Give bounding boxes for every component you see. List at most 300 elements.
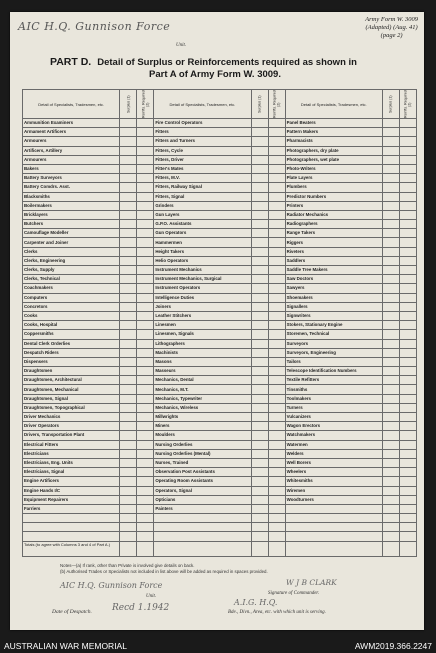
form-number-line: (Adapted) (Aug. 41) <box>365 24 418 31</box>
entry-cell[interactable] <box>137 137 154 146</box>
entry-cell[interactable] <box>120 440 137 449</box>
entry-cell[interactable] <box>399 532 416 541</box>
entry-cell[interactable] <box>382 311 399 320</box>
entry-cell[interactable] <box>251 266 268 275</box>
entry-cell[interactable] <box>399 119 416 128</box>
entry-cell[interactable] <box>137 514 154 523</box>
entry-cell[interactable] <box>268 137 285 146</box>
entry-cell[interactable] <box>268 119 285 128</box>
entry-cell[interactable] <box>251 201 268 210</box>
entry-cell[interactable] <box>382 220 399 229</box>
entry-cell[interactable] <box>251 183 268 192</box>
entry-cell[interactable] <box>120 164 137 173</box>
entry-cell[interactable] <box>120 247 137 256</box>
specialist-name: Draughtsmen, Mechanical <box>23 385 120 394</box>
entry-cell[interactable] <box>120 486 137 495</box>
entry-cell[interactable] <box>251 422 268 431</box>
entry-cell[interactable] <box>399 174 416 183</box>
entry-cell[interactable] <box>268 413 285 422</box>
entry-cell[interactable] <box>268 210 285 219</box>
entry-cell[interactable] <box>268 229 285 238</box>
entry-cell[interactable] <box>268 477 285 486</box>
entry-cell[interactable] <box>382 293 399 302</box>
entry-cell[interactable] <box>382 330 399 339</box>
entry-cell[interactable] <box>382 376 399 385</box>
entry-cell[interactable] <box>137 293 154 302</box>
entry-cell[interactable] <box>399 504 416 513</box>
entry-cell[interactable] <box>399 523 416 532</box>
entry-cell[interactable] <box>382 119 399 128</box>
entry-cell[interactable] <box>382 348 399 357</box>
entry-cell[interactable] <box>120 210 137 219</box>
entry-cell[interactable] <box>382 532 399 541</box>
entry-cell[interactable] <box>268 532 285 541</box>
entry-cell[interactable] <box>399 155 416 164</box>
entry-cell[interactable] <box>120 532 137 541</box>
entry-cell[interactable] <box>268 247 285 256</box>
entry-cell[interactable] <box>137 220 154 229</box>
entry-cell[interactable] <box>120 367 137 376</box>
entry-cell[interactable] <box>137 238 154 247</box>
entry-cell[interactable] <box>268 495 285 504</box>
entry-cell[interactable] <box>120 321 137 330</box>
entry-cell[interactable] <box>137 321 154 330</box>
entry-cell[interactable] <box>268 458 285 467</box>
entry-cell[interactable] <box>251 137 268 146</box>
entry-cell[interactable] <box>120 495 137 504</box>
entry-cell[interactable] <box>120 146 137 155</box>
entry-cell[interactable] <box>268 357 285 366</box>
entry-cell[interactable] <box>137 449 154 458</box>
entry-cell[interactable] <box>268 486 285 495</box>
entry-cell[interactable] <box>382 495 399 504</box>
entry-cell[interactable] <box>251 302 268 311</box>
entry-cell[interactable] <box>137 440 154 449</box>
entry-cell[interactable] <box>120 339 137 348</box>
entry-cell[interactable] <box>268 146 285 155</box>
entry-cell[interactable] <box>399 256 416 265</box>
entry-cell[interactable] <box>251 339 268 348</box>
entry-cell[interactable] <box>399 367 416 376</box>
entry-cell[interactable] <box>268 367 285 376</box>
entry-cell[interactable] <box>251 330 268 339</box>
entry-cell[interactable] <box>399 183 416 192</box>
entry-cell[interactable] <box>382 174 399 183</box>
entry-cell[interactable] <box>120 238 137 247</box>
entry-cell[interactable] <box>268 155 285 164</box>
entry-cell[interactable] <box>137 403 154 412</box>
entry-cell[interactable] <box>137 119 154 128</box>
entry-cell[interactable] <box>251 440 268 449</box>
specialist-name: Concretors <box>23 302 120 311</box>
entry-cell[interactable] <box>251 376 268 385</box>
entry-cell[interactable] <box>399 422 416 431</box>
entry-cell[interactable] <box>137 532 154 541</box>
entry-cell[interactable] <box>268 311 285 320</box>
entry-cell[interactable] <box>382 137 399 146</box>
entry-cell[interactable] <box>382 504 399 513</box>
entry-cell[interactable] <box>382 128 399 137</box>
entry-cell[interactable] <box>251 532 268 541</box>
entry-cell[interactable] <box>137 275 154 284</box>
entry-cell[interactable] <box>137 376 154 385</box>
entry-cell[interactable] <box>399 164 416 173</box>
entry-cell[interactable] <box>137 330 154 339</box>
entry-cell[interactable] <box>268 440 285 449</box>
specialist-name: Hammermen <box>154 238 251 247</box>
entry-cell[interactable] <box>399 413 416 422</box>
entry-cell[interactable] <box>251 174 268 183</box>
entry-cell[interactable] <box>399 210 416 219</box>
entry-cell[interactable] <box>268 330 285 339</box>
entry-cell[interactable] <box>399 477 416 486</box>
entry-cell[interactable] <box>268 238 285 247</box>
entry-cell[interactable] <box>382 422 399 431</box>
entry-cell[interactable] <box>382 302 399 311</box>
entry-cell[interactable] <box>120 311 137 320</box>
entry-cell[interactable] <box>251 275 268 284</box>
entry-cell[interactable] <box>137 247 154 256</box>
entry-cell[interactable] <box>251 192 268 201</box>
entry-cell[interactable] <box>137 174 154 183</box>
entry-cell[interactable] <box>268 256 285 265</box>
entry-cell[interactable] <box>399 376 416 385</box>
entry-cell[interactable] <box>382 449 399 458</box>
entry-cell[interactable] <box>399 321 416 330</box>
entry-cell[interactable] <box>120 357 137 366</box>
entry-cell[interactable] <box>399 128 416 137</box>
entry-cell[interactable] <box>120 183 137 192</box>
entry-cell[interactable] <box>268 321 285 330</box>
entry-cell[interactable] <box>137 413 154 422</box>
entry-cell[interactable] <box>120 468 137 477</box>
entry-cell[interactable] <box>382 256 399 265</box>
entry-cell[interactable] <box>251 394 268 403</box>
entry-cell[interactable] <box>399 330 416 339</box>
entry-cell[interactable] <box>120 458 137 467</box>
entry-cell[interactable] <box>120 376 137 385</box>
entry-cell[interactable] <box>399 339 416 348</box>
entry-cell[interactable] <box>382 210 399 219</box>
entry-cell[interactable] <box>399 266 416 275</box>
entry-cell[interactable] <box>251 155 268 164</box>
entry-cell[interactable] <box>399 220 416 229</box>
entry-cell[interactable] <box>251 256 268 265</box>
entry-cell[interactable] <box>137 128 154 137</box>
entry-cell[interactable] <box>382 413 399 422</box>
entry-cell[interactable] <box>268 422 285 431</box>
specialist-name: Draughtsmen <box>23 367 120 376</box>
entry-cell[interactable] <box>399 284 416 293</box>
entry-cell[interactable] <box>399 302 416 311</box>
entry-cell[interactable] <box>137 201 154 210</box>
entry-cell[interactable] <box>268 348 285 357</box>
entry-cell[interactable] <box>251 477 268 486</box>
entry-cell[interactable] <box>137 495 154 504</box>
entry-cell[interactable] <box>120 266 137 275</box>
entry-cell[interactable] <box>399 348 416 357</box>
entry-cell[interactable] <box>399 486 416 495</box>
entry-cell[interactable] <box>399 431 416 440</box>
entry-cell[interactable] <box>251 284 268 293</box>
entry-cell[interactable] <box>399 385 416 394</box>
entry-cell[interactable] <box>120 514 137 523</box>
entry-cell[interactable] <box>251 413 268 422</box>
entry-cell[interactable] <box>251 458 268 467</box>
entry-cell[interactable] <box>382 394 399 403</box>
entry-cell[interactable] <box>137 422 154 431</box>
entry-cell[interactable] <box>120 477 137 486</box>
entry-cell[interactable] <box>251 514 268 523</box>
entry-cell[interactable] <box>120 403 137 412</box>
entry-cell[interactable] <box>268 183 285 192</box>
entry-cell[interactable] <box>120 302 137 311</box>
entry-cell[interactable] <box>137 357 154 366</box>
entry-cell[interactable] <box>268 192 285 201</box>
entry-cell[interactable] <box>137 477 154 486</box>
entry-cell[interactable] <box>137 523 154 532</box>
entry-cell[interactable] <box>382 155 399 164</box>
entry-cell[interactable] <box>382 514 399 523</box>
entry-cell[interactable] <box>120 422 137 431</box>
entry-cell[interactable] <box>399 192 416 201</box>
entry-cell[interactable] <box>251 504 268 513</box>
entry-cell[interactable] <box>137 155 154 164</box>
specialist-name <box>154 514 251 523</box>
entry-cell[interactable] <box>399 311 416 320</box>
entry-cell[interactable] <box>137 183 154 192</box>
entry-cell[interactable] <box>251 321 268 330</box>
entry-cell[interactable] <box>382 284 399 293</box>
entry-cell[interactable] <box>268 293 285 302</box>
entry-cell[interactable] <box>268 403 285 412</box>
entry-cell[interactable] <box>268 174 285 183</box>
entry-cell[interactable] <box>399 514 416 523</box>
entry-cell[interactable] <box>137 458 154 467</box>
entry-cell[interactable] <box>137 367 154 376</box>
specialist-name: Turners <box>285 403 382 412</box>
entry-cell[interactable] <box>137 348 154 357</box>
entry-cell[interactable] <box>137 266 154 275</box>
specialist-name: Wagon Erectors <box>285 422 382 431</box>
entry-cell[interactable] <box>120 523 137 532</box>
entry-cell[interactable] <box>399 357 416 366</box>
entry-cell[interactable] <box>251 293 268 302</box>
entry-cell[interactable] <box>268 275 285 284</box>
entry-cell[interactable] <box>251 403 268 412</box>
entry-cell[interactable] <box>382 229 399 238</box>
entry-cell[interactable] <box>268 284 285 293</box>
entry-cell[interactable] <box>268 201 285 210</box>
entry-cell[interactable] <box>120 275 137 284</box>
entry-cell[interactable] <box>251 238 268 247</box>
table-row <box>23 468 417 477</box>
entry-cell[interactable] <box>399 146 416 155</box>
entry-cell[interactable] <box>120 348 137 357</box>
entry-cell[interactable] <box>268 504 285 513</box>
entry-cell[interactable] <box>137 256 154 265</box>
entry-cell[interactable] <box>382 477 399 486</box>
entry-cell[interactable] <box>251 486 268 495</box>
entry-cell[interactable] <box>399 440 416 449</box>
entry-cell[interactable] <box>251 146 268 155</box>
entry-cell[interactable] <box>120 431 137 440</box>
entry-cell[interactable] <box>120 504 137 513</box>
entry-cell[interactable] <box>382 164 399 173</box>
entry-cell[interactable] <box>268 468 285 477</box>
entry-cell[interactable] <box>137 385 154 394</box>
entry-cell[interactable] <box>399 458 416 467</box>
entry-cell[interactable] <box>268 394 285 403</box>
specialist-name: Shoemakers <box>285 293 382 302</box>
table-row <box>23 330 417 339</box>
entry-cell[interactable] <box>251 164 268 173</box>
part-label: PART D. <box>50 56 92 68</box>
entry-cell[interactable] <box>251 357 268 366</box>
entry-cell[interactable] <box>399 403 416 412</box>
entry-cell[interactable] <box>382 266 399 275</box>
entry-cell[interactable] <box>137 192 154 201</box>
entry-cell[interactable] <box>120 284 137 293</box>
entry-cell[interactable] <box>382 247 399 256</box>
entry-cell[interactable] <box>137 311 154 320</box>
entry-cell[interactable] <box>251 468 268 477</box>
entry-cell[interactable] <box>268 385 285 394</box>
entry-cell[interactable] <box>382 321 399 330</box>
entry-cell[interactable] <box>120 385 137 394</box>
entry-cell[interactable] <box>382 431 399 440</box>
entry-cell[interactable] <box>137 146 154 155</box>
entry-cell[interactable] <box>137 164 154 173</box>
entry-cell[interactable] <box>137 468 154 477</box>
entry-cell[interactable] <box>399 449 416 458</box>
entry-cell[interactable] <box>120 119 137 128</box>
entry-cell[interactable] <box>137 302 154 311</box>
entry-cell[interactable] <box>120 155 137 164</box>
table-row <box>23 128 417 137</box>
entry-cell[interactable] <box>120 137 137 146</box>
entry-cell[interactable] <box>399 275 416 284</box>
entry-cell[interactable] <box>399 201 416 210</box>
entry-cell[interactable] <box>382 201 399 210</box>
entry-cell[interactable] <box>268 431 285 440</box>
specialist-name: Signwriters <box>285 311 382 320</box>
entry-cell[interactable] <box>382 486 399 495</box>
specialist-name: Whitesmiths <box>285 477 382 486</box>
entry-cell[interactable] <box>251 431 268 440</box>
entry-cell[interactable] <box>120 192 137 201</box>
entry-cell[interactable] <box>251 523 268 532</box>
entry-cell[interactable] <box>251 449 268 458</box>
entry-cell[interactable] <box>399 238 416 247</box>
entry-cell[interactable] <box>120 220 137 229</box>
entry-cell[interactable] <box>137 339 154 348</box>
entry-cell[interactable] <box>268 514 285 523</box>
entry-cell[interactable] <box>382 403 399 412</box>
entry-cell[interactable] <box>382 523 399 532</box>
specialist-name: Predictor Numbers <box>285 192 382 201</box>
specialist-name: Height Takers <box>154 247 251 256</box>
entry-cell[interactable] <box>399 293 416 302</box>
entry-cell[interactable] <box>382 183 399 192</box>
entry-cell[interactable] <box>251 367 268 376</box>
entry-cell[interactable] <box>399 247 416 256</box>
entry-cell[interactable] <box>120 201 137 210</box>
entry-cell[interactable] <box>251 311 268 320</box>
entry-cell[interactable] <box>268 523 285 532</box>
entry-cell[interactable] <box>399 394 416 403</box>
entry-cell[interactable] <box>120 128 137 137</box>
entry-cell[interactable] <box>382 238 399 247</box>
entry-cell[interactable] <box>268 164 285 173</box>
entry-cell[interactable] <box>399 137 416 146</box>
entry-cell[interactable] <box>382 275 399 284</box>
entry-cell[interactable] <box>120 413 137 422</box>
entry-cell[interactable] <box>251 385 268 394</box>
entry-cell[interactable] <box>382 146 399 155</box>
specialist-name: Storemen, Technical <box>285 330 382 339</box>
entry-cell[interactable] <box>137 284 154 293</box>
entry-cell[interactable] <box>251 210 268 219</box>
entry-cell[interactable] <box>382 192 399 201</box>
entry-cell[interactable] <box>137 394 154 403</box>
entry-cell[interactable] <box>137 504 154 513</box>
entry-cell[interactable] <box>137 431 154 440</box>
entry-cell[interactable] <box>120 229 137 238</box>
entry-cell[interactable] <box>268 128 285 137</box>
entry-cell[interactable] <box>382 339 399 348</box>
entry-cell[interactable] <box>251 229 268 238</box>
entry-cell[interactable] <box>382 357 399 366</box>
entry-cell[interactable] <box>137 486 154 495</box>
entry-cell[interactable] <box>382 385 399 394</box>
entry-cell[interactable] <box>268 339 285 348</box>
entry-cell[interactable] <box>399 229 416 238</box>
entry-cell[interactable] <box>120 256 137 265</box>
note-b: (b) Authorised Trades or Specialists not included in list above will be added as required in spaces provided. <box>60 569 268 574</box>
entry-cell[interactable] <box>120 293 137 302</box>
entry-cell[interactable] <box>382 468 399 477</box>
specialist-name: Mechanics, Dental <box>154 376 251 385</box>
table-row <box>23 284 417 293</box>
entry-cell[interactable] <box>268 376 285 385</box>
entry-cell[interactable] <box>399 495 416 504</box>
entry-cell[interactable] <box>382 458 399 467</box>
entry-cell[interactable] <box>382 367 399 376</box>
entry-cell[interactable] <box>268 449 285 458</box>
entry-cell[interactable] <box>251 495 268 504</box>
entry-cell[interactable] <box>268 302 285 311</box>
entry-cell[interactable] <box>137 229 154 238</box>
entry-cell[interactable] <box>251 247 268 256</box>
entry-cell[interactable] <box>399 468 416 477</box>
entry-cell[interactable] <box>120 174 137 183</box>
entry-cell[interactable] <box>268 266 285 275</box>
specialist-name: Grinders <box>154 201 251 210</box>
specialist-name: Battery Comdrs. Asst. <box>23 183 120 192</box>
entry-cell[interactable] <box>251 348 268 357</box>
entry-cell[interactable] <box>382 440 399 449</box>
entry-cell[interactable] <box>120 330 137 339</box>
entry-cell[interactable] <box>251 128 268 137</box>
entry-cell[interactable] <box>137 210 154 219</box>
entry-cell[interactable] <box>268 220 285 229</box>
entry-cell[interactable] <box>251 119 268 128</box>
entry-cell[interactable] <box>120 394 137 403</box>
table-cell <box>137 541 154 556</box>
entry-cell[interactable] <box>120 449 137 458</box>
entry-cell[interactable] <box>251 220 268 229</box>
